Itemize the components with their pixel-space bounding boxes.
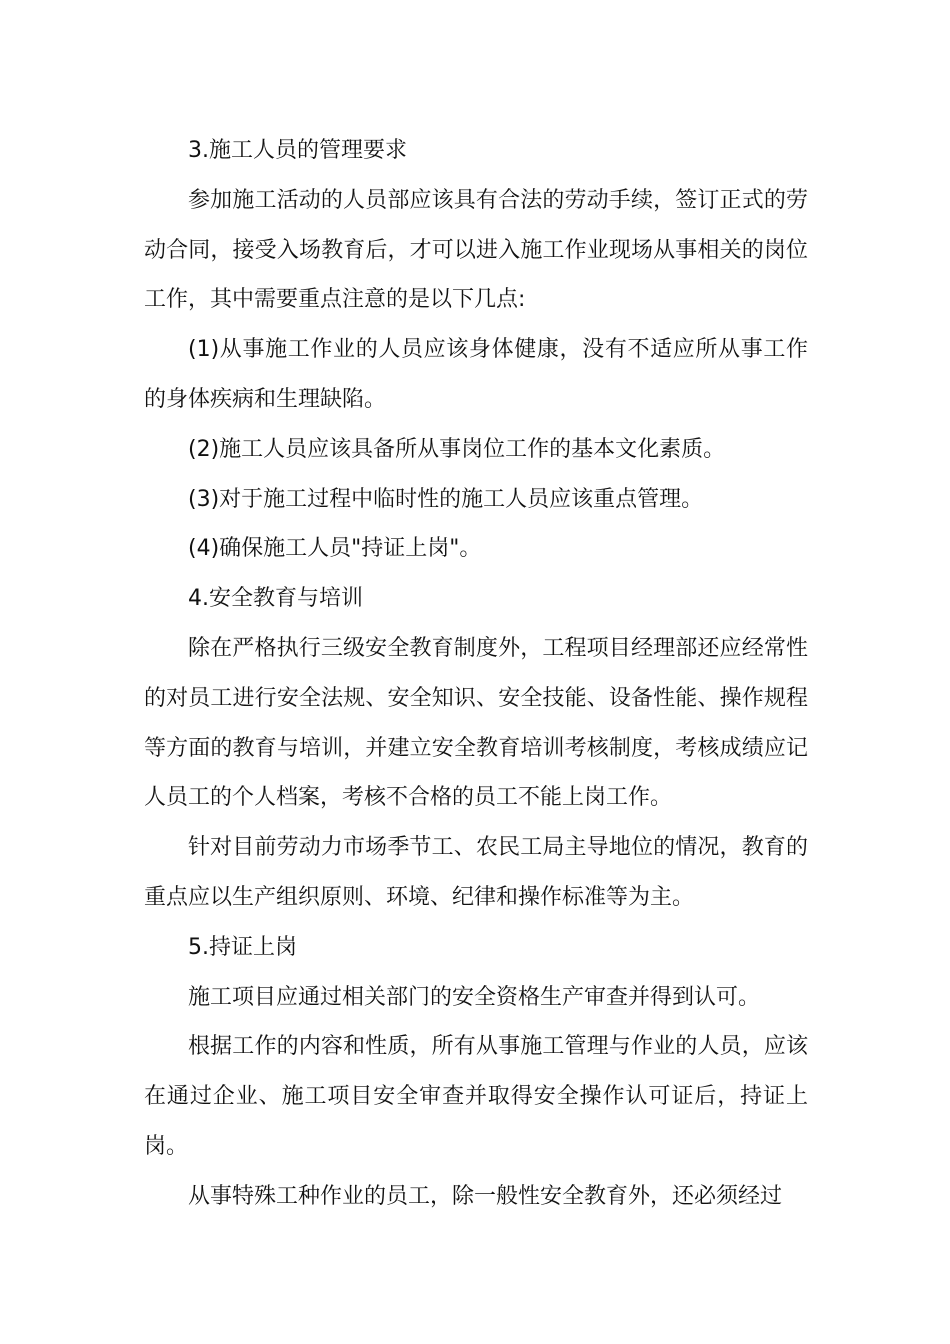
list-item-certification: (4)确保施工人员"持证上岗"。 bbox=[188, 536, 482, 562]
document-body bbox=[144, 126, 808, 1222]
paragraph-training-system: 除在严格执行三级安全教育制度外，工程项目经理部还应经常性的对员工进行安全法规、安全知识、安全技能、设备性能、操作规程等方面的教育与培训，并建立安全教育培训考核制度，考核成绩应记人员工的个人档案，考核不合格的员工不能上岗工作。 bbox=[144, 635, 808, 811]
list-item-education: (2)施工人员应该具备所从事岗位工作的基本文化素质。 bbox=[188, 436, 726, 462]
paragraph-training-focus: 针对目前劳动力市场季节工、农民工局主导地位的情况，教育的重点应以生产组织原则、环境、纪律和操作标准等为主。 bbox=[144, 835, 808, 910]
paragraph-special-work: 从事特殊工种作业的员工，除一般性安全教育外，还必须经过 bbox=[188, 1183, 783, 1209]
list-item-health: (1)从事施工作业的人员应该身体健康，没有不适应所从事工作的身体疾病和生理缺陷。 bbox=[144, 337, 808, 412]
paragraph-labor-procedures: 参加施工活动的人员部应该具有合法的劳动手续，签订正式的劳动合同，接受入场教育后，才可以进入施工作业现场从事相关的岗位工作，其中需要重点注意的是以下几点: bbox=[144, 187, 808, 313]
section-heading-personnel-management: 3.施工人员的管理要求 bbox=[188, 138, 407, 163]
section-heading-safety-training: 4.安全教育与培训 bbox=[188, 586, 363, 612]
paragraph-certificate-requirement: 根据工作的内容和性质，所有从事施工管理与作业的人员，应该在通过企业、施工项目安全审查并取得安全操作认可证后，持证上岗。 bbox=[144, 1034, 808, 1159]
section-heading-certified-work: 5.持证上岗 bbox=[188, 934, 297, 960]
paragraph-project-approval: 施工项目应通过相关部门的安全资格生产审查并得到认可。 bbox=[188, 984, 761, 1010]
list-item-temporary-staff: (3)对于施工过程中临时性的施工人员应该重点管理。 bbox=[188, 486, 704, 512]
